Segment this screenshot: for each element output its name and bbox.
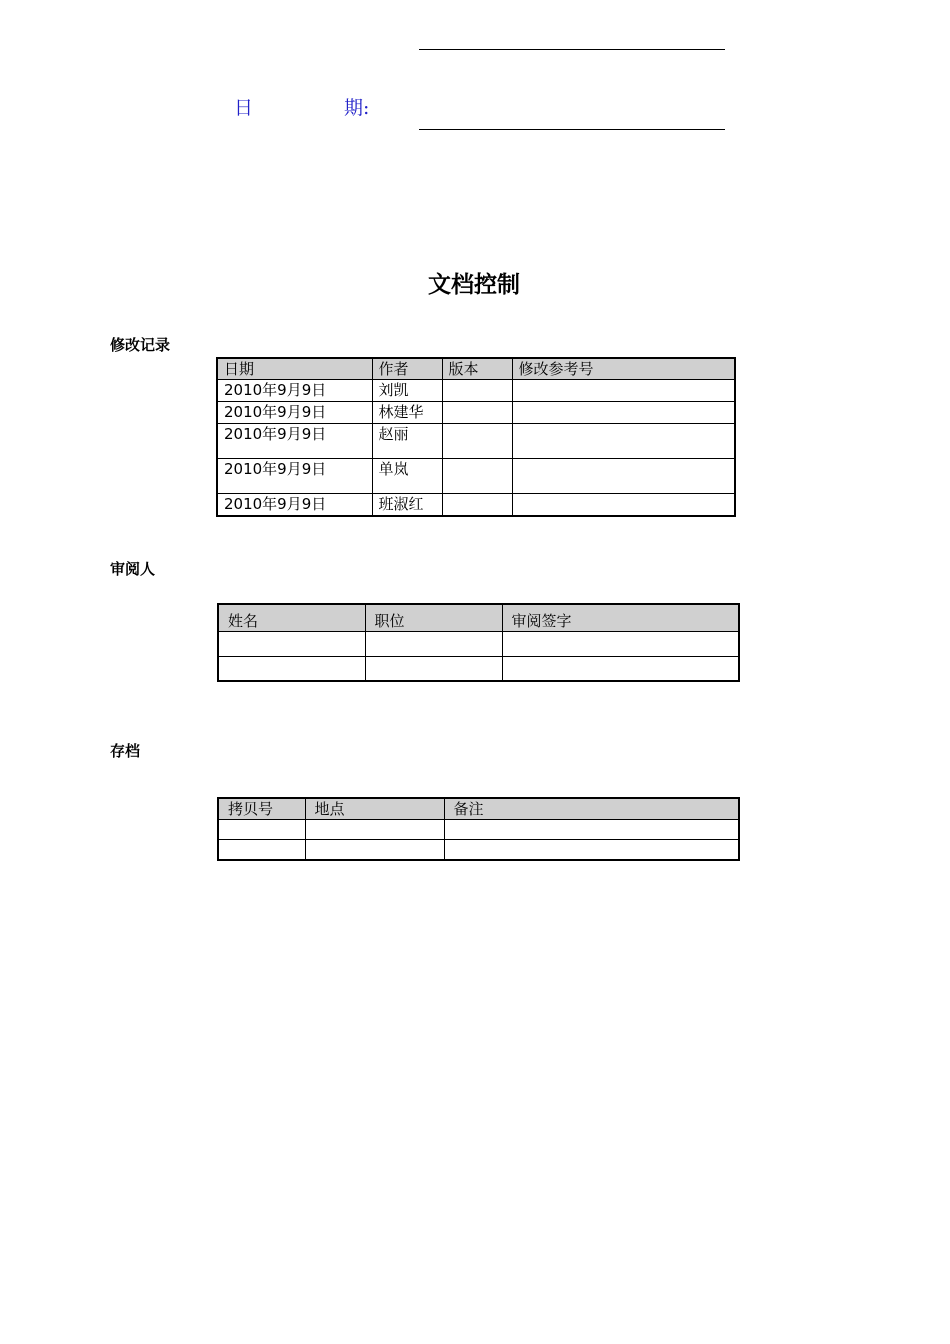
column-header: 地点 xyxy=(305,798,444,820)
date-cell: 2010年9月9日 xyxy=(217,424,372,459)
reviewers-table xyxy=(217,603,740,682)
date-cell: 2010年9月9日 xyxy=(217,459,372,494)
reference-cell xyxy=(512,402,735,424)
table-row xyxy=(217,459,735,494)
location-cell xyxy=(305,840,444,860)
revision-table xyxy=(216,357,736,517)
author-cell: 单岚 xyxy=(372,459,442,494)
copy-number-cell xyxy=(218,820,305,840)
date-label-part2: 期: xyxy=(344,97,370,119)
reviewer-name-cell xyxy=(218,631,365,656)
date-cell: 2010年9月9日 xyxy=(217,380,372,402)
top-rule xyxy=(419,49,725,50)
reference-cell xyxy=(512,380,735,402)
table-row xyxy=(217,380,735,402)
column-header: 版本 xyxy=(442,358,512,380)
remarks-cell xyxy=(444,820,739,840)
reviewer-position-cell xyxy=(365,631,502,656)
table-row xyxy=(218,631,739,656)
reviewers-heading: 审阅人 xyxy=(110,560,156,578)
table-row xyxy=(217,402,735,424)
author-cell: 赵丽 xyxy=(372,424,442,459)
version-cell xyxy=(442,459,512,494)
location-cell xyxy=(305,820,444,840)
reviewer-signature-cell xyxy=(502,631,739,656)
version-cell xyxy=(442,494,512,516)
author-cell: 刘凯 xyxy=(372,380,442,402)
date-label-part1: 日 xyxy=(234,97,254,119)
version-cell xyxy=(442,424,512,459)
reviewer-signature-cell xyxy=(502,656,739,681)
reference-cell xyxy=(512,459,735,494)
column-header: 拷贝号 xyxy=(218,798,305,820)
reviewer-name-cell xyxy=(218,656,365,681)
column-header: 职位 xyxy=(365,604,502,631)
table-header-row xyxy=(218,604,739,631)
revision-heading: 修改记录 xyxy=(110,336,171,354)
archive-table xyxy=(217,797,740,861)
column-header: 备注 xyxy=(444,798,739,820)
table-header-row xyxy=(218,798,739,820)
table-row xyxy=(217,424,735,459)
table-row xyxy=(217,494,735,516)
date-rule xyxy=(419,129,725,130)
date-cell: 2010年9月9日 xyxy=(217,402,372,424)
table-row xyxy=(218,656,739,681)
table-header-row xyxy=(217,358,735,380)
archive-heading: 存档 xyxy=(110,742,141,760)
version-cell xyxy=(442,402,512,424)
table-row xyxy=(218,840,739,860)
author-cell: 班淑红 xyxy=(372,494,442,516)
reference-cell xyxy=(512,424,735,459)
page-title: 文档控制 xyxy=(428,272,520,298)
column-header: 修改参考号 xyxy=(512,358,735,380)
column-header: 姓名 xyxy=(218,604,365,631)
column-header: 作者 xyxy=(372,358,442,380)
reviewer-position-cell xyxy=(365,656,502,681)
author-cell: 林建华 xyxy=(372,402,442,424)
remarks-cell xyxy=(444,840,739,860)
table-row xyxy=(218,820,739,840)
date-cell: 2010年9月9日 xyxy=(217,494,372,516)
column-header: 日期 xyxy=(217,358,372,380)
column-header: 审阅签字 xyxy=(502,604,739,631)
version-cell xyxy=(442,380,512,402)
copy-number-cell xyxy=(218,840,305,860)
reference-cell xyxy=(512,494,735,516)
